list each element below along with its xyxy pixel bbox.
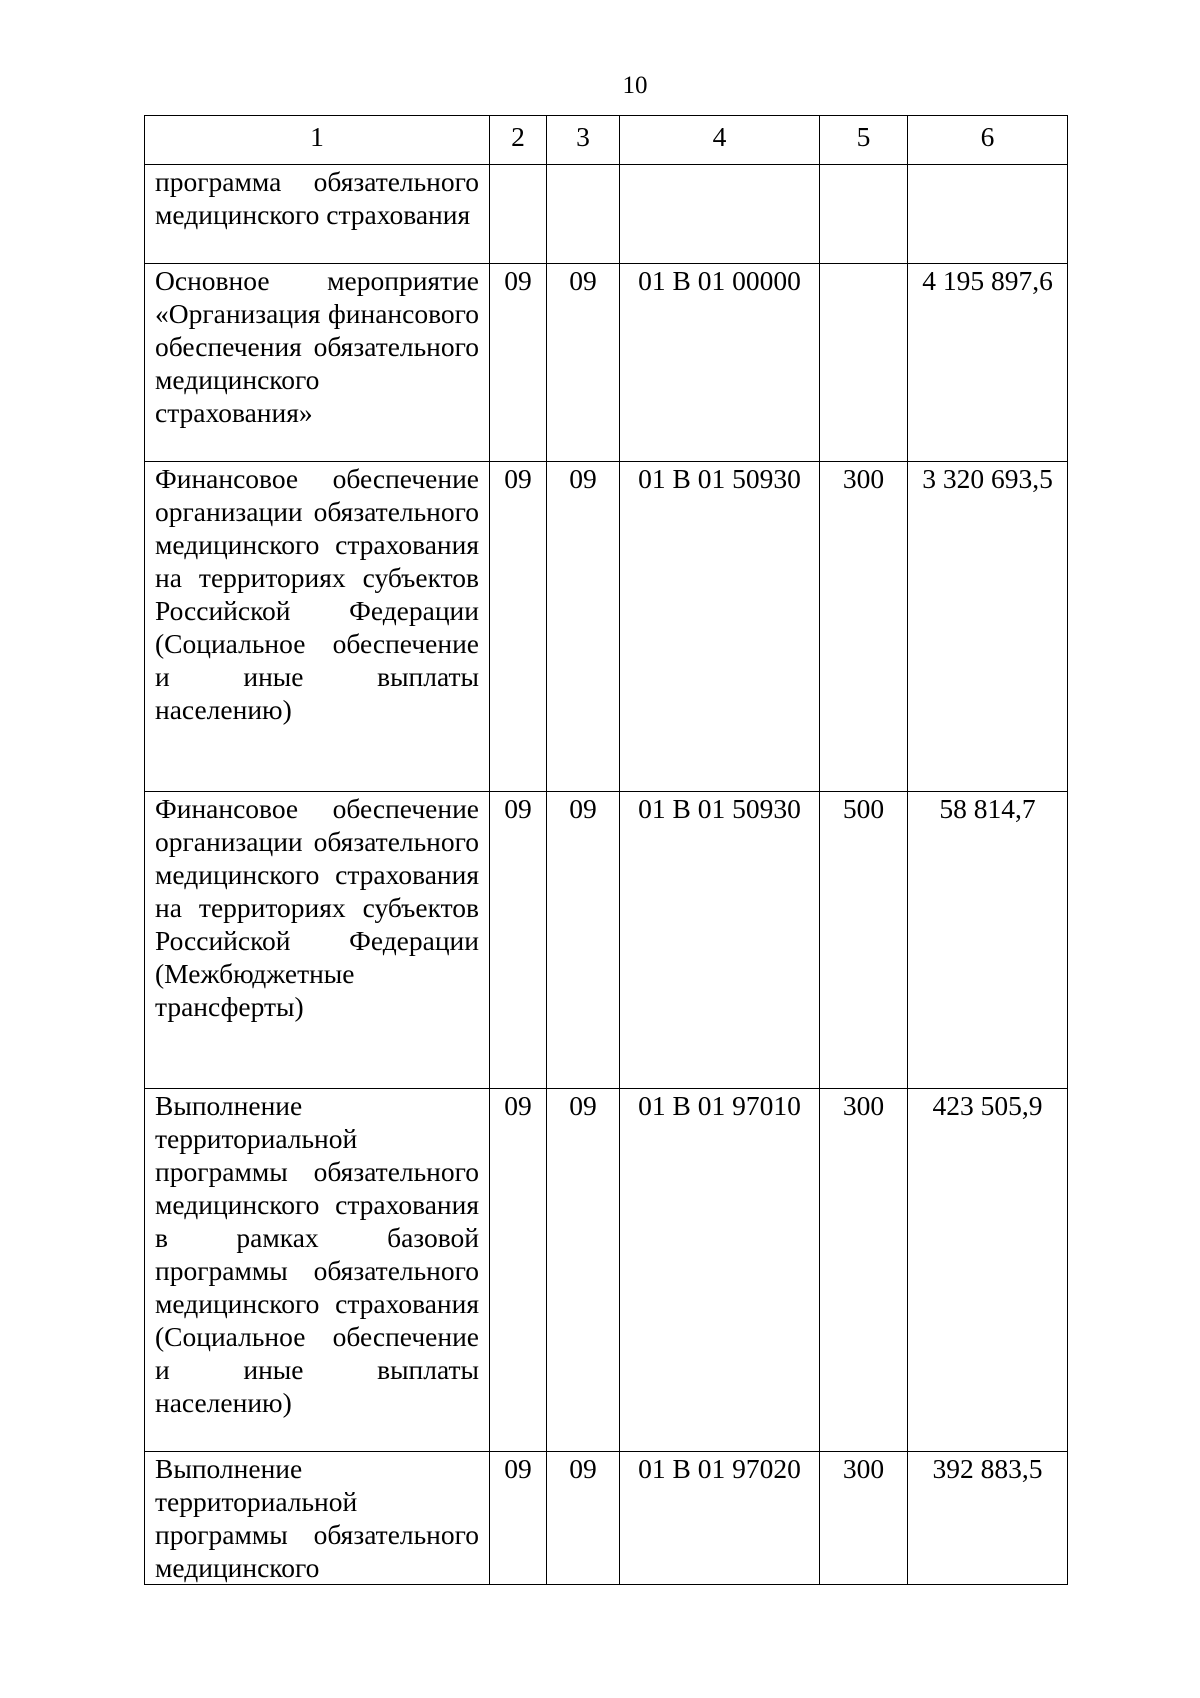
table-row bbox=[145, 1452, 1068, 1585]
column-header-1: 1 bbox=[145, 116, 490, 165]
row-target-article: 01 В 01 50930 bbox=[620, 792, 820, 1089]
row-name: Финансовое обеспечение организации обязательного медицинского страхования на территориях субъектов Российской Федерации (Межбюджетные трансферты) bbox=[145, 792, 490, 1089]
row-expense-type: 500 bbox=[820, 792, 908, 1089]
row-target-article: 01 В 01 97010 bbox=[620, 1089, 820, 1452]
row-section: 09 bbox=[490, 792, 547, 1089]
row-amount: 4 195 897,6 bbox=[908, 264, 1068, 462]
row-expense-type bbox=[820, 264, 908, 462]
row-subsection: 09 bbox=[547, 1452, 620, 1585]
row-expense-type: 300 bbox=[820, 1089, 908, 1452]
row-subsection: 09 bbox=[547, 264, 620, 462]
row-subsection bbox=[547, 165, 620, 264]
table-row bbox=[145, 165, 1068, 264]
row-name: Основное мероприятие «Организация финансового обеспечения обязательного медицинского страхования» bbox=[145, 264, 490, 462]
column-header-2: 2 bbox=[490, 116, 547, 165]
row-amount: 392 883,5 bbox=[908, 1452, 1068, 1585]
row-target-article: 01 В 01 50930 bbox=[620, 462, 820, 792]
column-header-5: 5 bbox=[820, 116, 908, 165]
row-name: Финансовое обеспечение организации обязательного медицинского страхования на территориях субъектов Российской Федерации (Социальное обеспечение и иные выплаты населению) bbox=[145, 462, 490, 792]
page-number: 10 bbox=[622, 72, 648, 99]
row-subsection: 09 bbox=[547, 462, 620, 792]
row-name: Выполнение территориальной программы обязательного медицинского страхования в рамках базовой программы обязательного медицинского страхования (Социальное обеспечение и иные выплаты населению) bbox=[145, 1089, 490, 1452]
row-expense-type bbox=[820, 165, 908, 264]
row-subsection: 09 bbox=[547, 1089, 620, 1452]
table-row bbox=[145, 462, 1068, 792]
budget-table bbox=[144, 115, 1068, 1585]
column-header-3: 3 bbox=[547, 116, 620, 165]
table-row bbox=[145, 264, 1068, 462]
row-amount: 58 814,7 bbox=[908, 792, 1068, 1089]
column-header-4: 4 bbox=[620, 116, 820, 165]
row-section: 09 bbox=[490, 462, 547, 792]
table-header-row bbox=[145, 116, 1068, 165]
row-section: 09 bbox=[490, 1089, 547, 1452]
row-name: программа обязательного медицинского страхования bbox=[145, 165, 490, 264]
row-section: 09 bbox=[490, 264, 547, 462]
row-expense-type: 300 bbox=[820, 1452, 908, 1585]
row-target-article bbox=[620, 165, 820, 264]
row-expense-type: 300 bbox=[820, 462, 908, 792]
row-section bbox=[490, 165, 547, 264]
row-name: Выполнение территориальной программы обязательного медицинского bbox=[145, 1452, 490, 1585]
row-amount: 423 505,9 bbox=[908, 1089, 1068, 1452]
row-amount: 3 320 693,5 bbox=[908, 462, 1068, 792]
table-row bbox=[145, 792, 1068, 1089]
table-row bbox=[145, 1089, 1068, 1452]
row-section: 09 bbox=[490, 1452, 547, 1585]
row-subsection: 09 bbox=[547, 792, 620, 1089]
row-target-article: 01 В 01 00000 bbox=[620, 264, 820, 462]
column-header-6: 6 bbox=[908, 116, 1068, 165]
row-target-article: 01 В 01 97020 bbox=[620, 1452, 820, 1585]
row-amount bbox=[908, 165, 1068, 264]
